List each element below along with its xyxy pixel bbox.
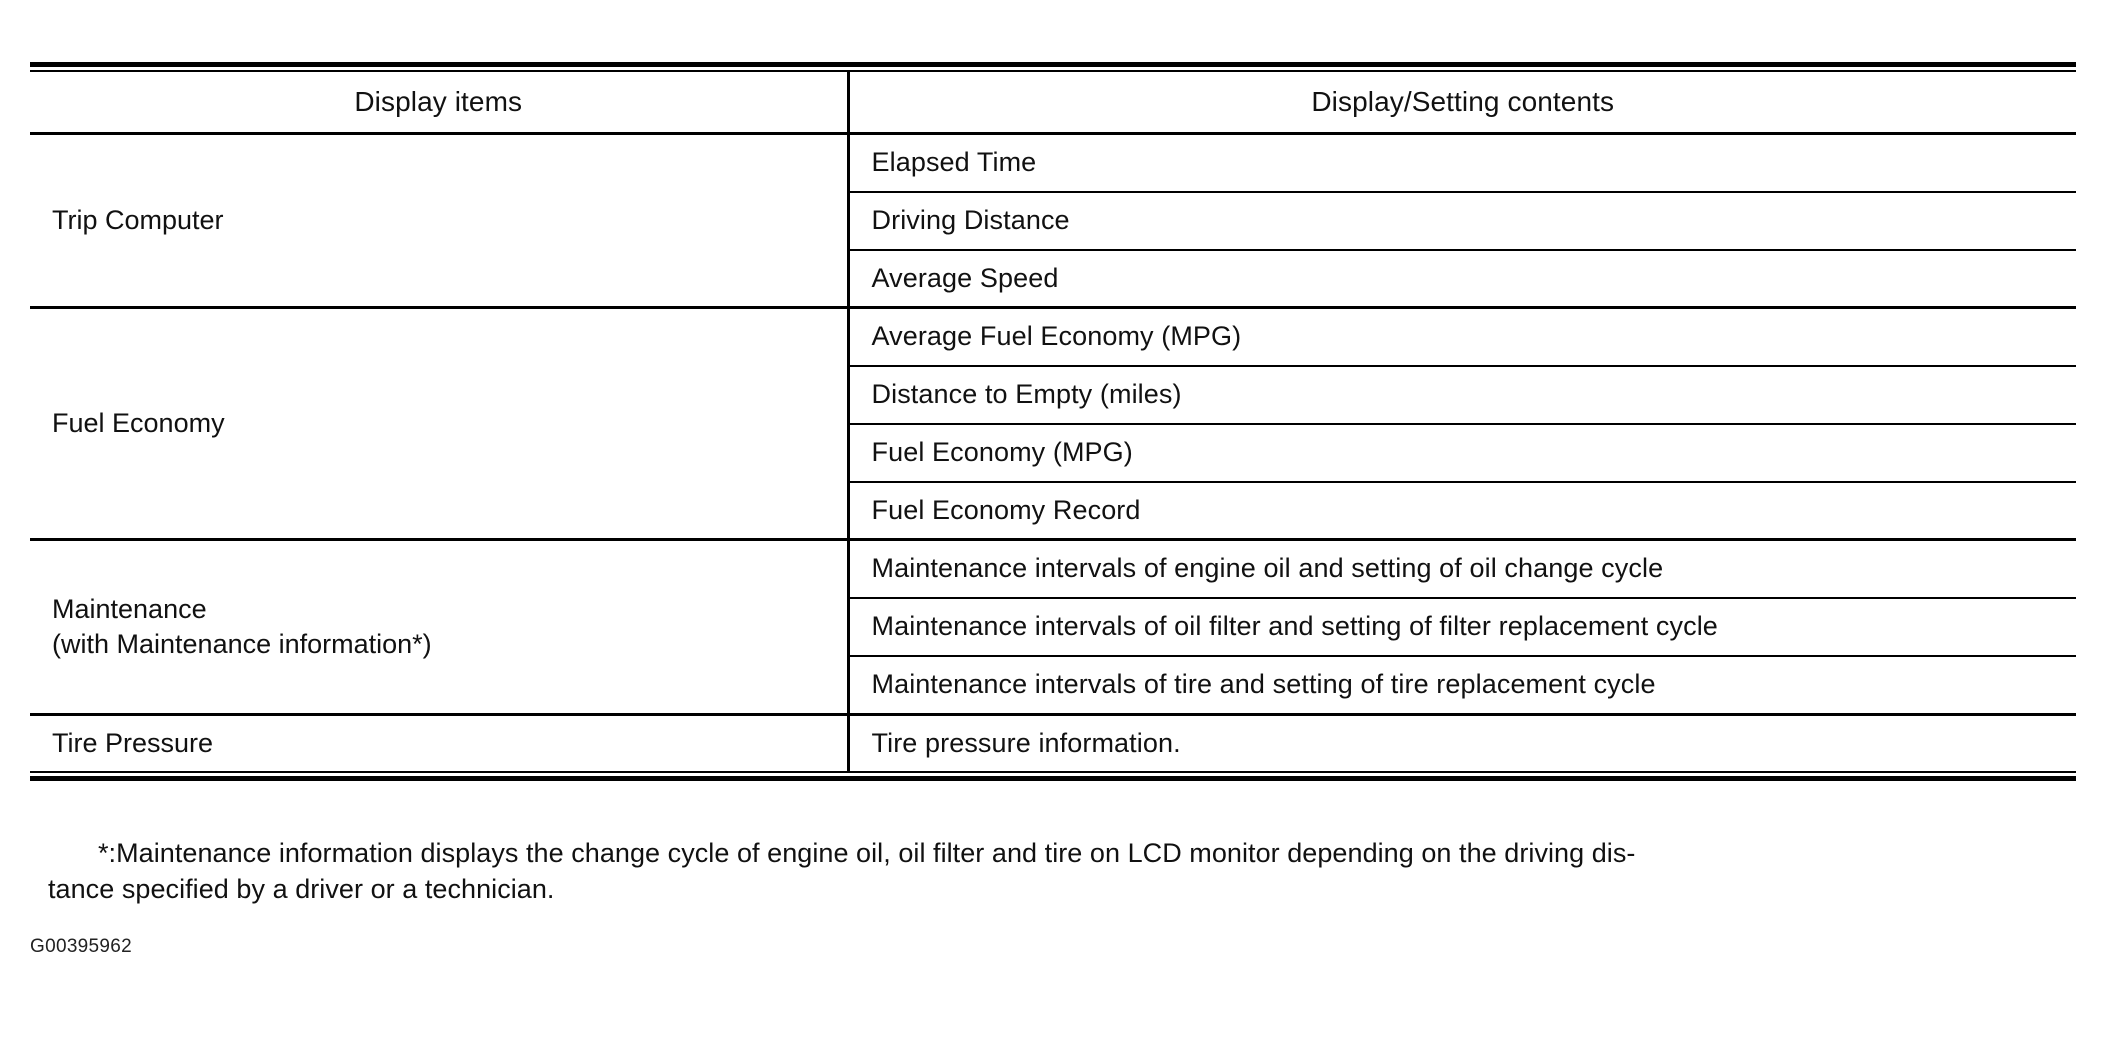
table-top-rule-thick (30, 62, 2076, 67)
content-cell (848, 714, 2076, 771)
content-cell (848, 540, 2076, 598)
group-cell-tire-pressure (30, 714, 848, 771)
content-cell (848, 192, 2076, 250)
footnote (48, 836, 2088, 908)
group-label-maintenance-line2: (with Maintenance information*) (52, 628, 432, 659)
content-label: Fuel Economy Record (871, 494, 1141, 525)
table-row (30, 308, 2076, 366)
content-label: Maintenance intervals of oil filter and setting of filter replacement cycle (871, 611, 1718, 641)
header-cell-display-items (30, 72, 848, 134)
content-cell (848, 250, 2076, 308)
content-label: Maintenance intervals of tire and setting of tire replacement cycle (871, 668, 1656, 699)
group-label-fuel-economy: Fuel Economy (52, 408, 225, 439)
table-row (30, 134, 2076, 192)
content-label: Maintenance intervals of engine oil and setting of oil change cycle (871, 553, 1664, 584)
content-cell (848, 424, 2076, 482)
content-cell (848, 482, 2076, 540)
content-cell (848, 308, 2076, 366)
table-row (30, 714, 2076, 771)
group-cell-trip-computer (30, 134, 848, 308)
table-bottom-rule-thin (30, 771, 2076, 773)
header-cell-display-setting-contents (848, 72, 2076, 134)
document-id: G00395962 (30, 936, 133, 957)
group-cell-maintenance (30, 540, 848, 714)
footnote-line2: tance specified by a driver or a technician. (48, 873, 555, 904)
content-label: Average Fuel Economy (MPG) (871, 321, 1242, 352)
content-label: Average Speed (871, 262, 1059, 293)
table-bottom-rule-thick (30, 776, 2076, 781)
group-label-maintenance-line1: Maintenance (52, 594, 207, 625)
content-label: Fuel Economy (MPG) (871, 436, 1133, 467)
content-cell (848, 366, 2076, 424)
content-cell (848, 598, 2076, 656)
group-label-trip-computer: Trip Computer (52, 205, 224, 236)
display-items-table (30, 72, 2076, 771)
header-label-display-setting-contents: Display/Setting contents (1311, 86, 1615, 117)
table-row (30, 540, 2076, 598)
content-label: Distance to Empty (miles) (871, 379, 1182, 409)
footnote-line1: *:Maintenance information displays the change cycle of engine oil, oil filter and tire on LCD monitor depending on the driving dis- (98, 838, 1636, 868)
content-label: Driving Distance (871, 204, 1070, 235)
content-cell (848, 656, 2076, 714)
group-cell-fuel-economy (30, 308, 848, 540)
header-label-display-items: Display items (354, 86, 523, 117)
group-label-tire-pressure: Tire Pressure (52, 728, 214, 759)
content-label: Elapsed Time (871, 147, 1037, 177)
spec-table-container (30, 62, 2076, 781)
content-label: Tire pressure information. (871, 727, 1181, 758)
content-cell (848, 134, 2076, 192)
table-header-row (30, 72, 2076, 134)
